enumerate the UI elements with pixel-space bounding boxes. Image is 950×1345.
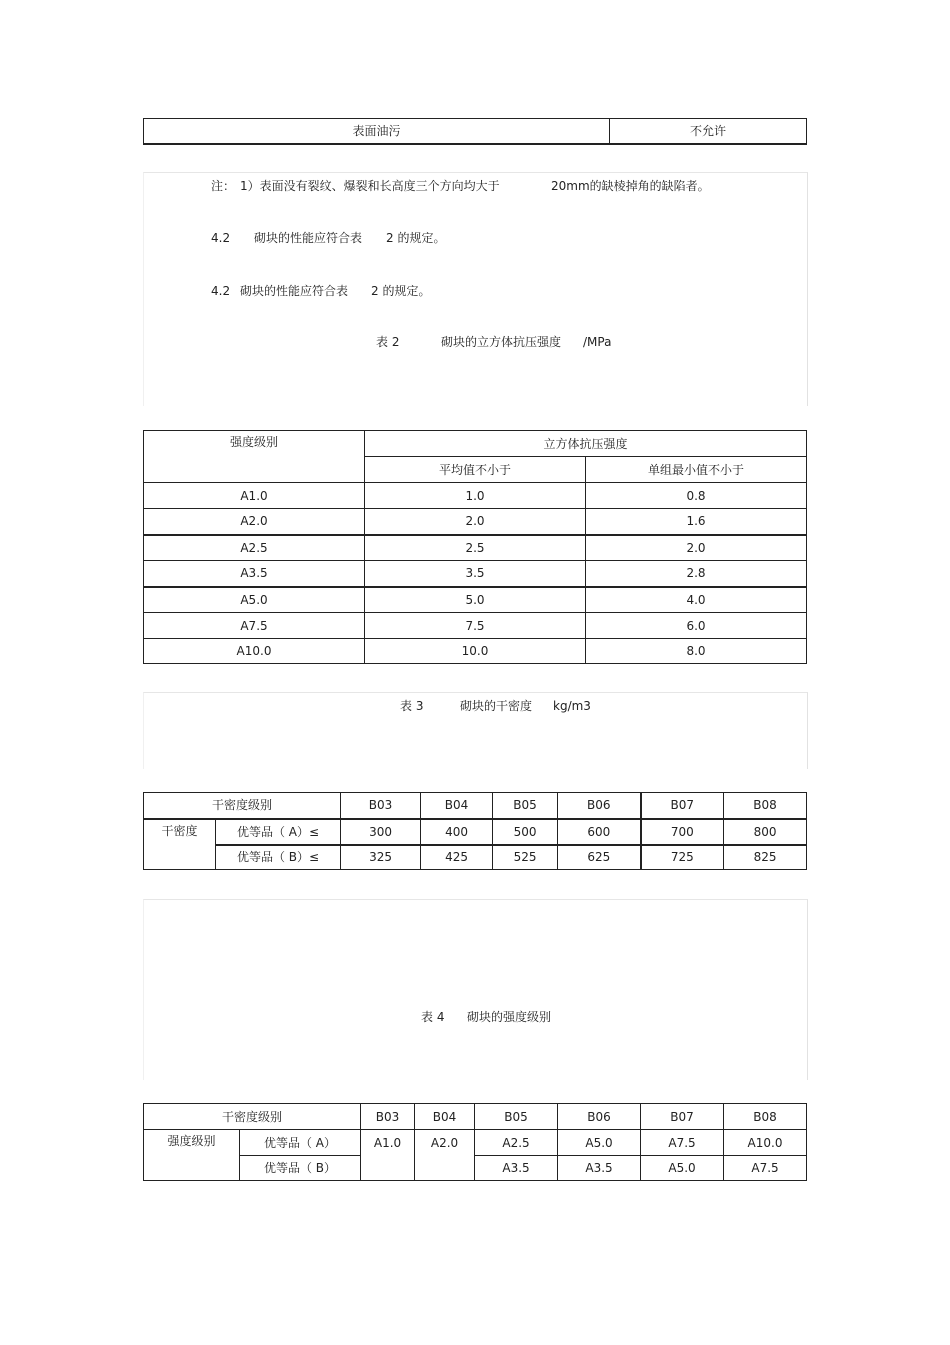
grade-b05: B05 <box>475 1104 558 1130</box>
value-cell: 600 <box>558 819 641 845</box>
avg-cell: 7.5 <box>365 613 586 639</box>
grade-b03: B03 <box>361 1104 415 1130</box>
value-cell: 525 <box>493 845 558 870</box>
value-cell: A1.0 <box>361 1130 415 1181</box>
grade-b04: B04 <box>415 1104 475 1130</box>
dry-density-table <box>143 792 807 870</box>
header-avg: 平均值不小于 <box>365 457 586 483</box>
grade-b03: B03 <box>341 793 421 819</box>
clause-number-repeat: 4.2 <box>211 284 231 298</box>
grade-cell: A3.5 <box>144 561 365 587</box>
value-cell: A2.5 <box>475 1130 558 1156</box>
table2-caption-unit: /MPa <box>583 335 612 349</box>
grade-cell: A5.0 <box>144 587 365 613</box>
header-grade: 强度级别 <box>144 431 365 483</box>
value-cell: A7.5 <box>641 1130 724 1156</box>
grade-cell: A2.5 <box>144 535 365 561</box>
surface-oil-table <box>143 118 807 145</box>
strength-grade-table <box>143 1103 807 1181</box>
table3-caption-unit: kg/m3 <box>553 699 591 713</box>
table-row <box>144 845 807 870</box>
header-min: 单组最小值不小于 <box>586 457 807 483</box>
table4-caption-panel <box>143 899 808 1080</box>
value-cell: A3.5 <box>558 1156 641 1181</box>
min-cell: 2.8 <box>586 561 807 587</box>
value-cell: 500 <box>493 819 558 845</box>
value-cell: 700 <box>641 819 724 845</box>
grade-cell: A1.0 <box>144 483 365 509</box>
value-cell: A7.5 <box>724 1156 807 1181</box>
value-cell: A2.0 <box>415 1130 475 1181</box>
value-cell: A10.0 <box>724 1130 807 1156</box>
table-row <box>144 639 807 664</box>
header-strength: 立方体抗压强度 <box>365 431 807 457</box>
clause-ref-repeat: 2 的规定。 <box>371 284 431 298</box>
table-row <box>144 509 807 535</box>
grade-cell: A10.0 <box>144 639 365 664</box>
surface-oil-value: 不允许 <box>610 119 807 144</box>
value-cell: 325 <box>341 845 421 870</box>
avg-cell: 2.5 <box>365 535 586 561</box>
clause-text: 砌块的性能应符合表 <box>254 231 363 245</box>
header-density-grade: 干密度级别 <box>144 793 341 819</box>
table-row <box>144 587 807 613</box>
compressive-strength-table <box>143 430 807 664</box>
grade-b06: B06 <box>558 793 641 819</box>
table-row <box>144 819 807 845</box>
grade-b06: B06 <box>558 1104 641 1130</box>
avg-cell: 1.0 <box>365 483 586 509</box>
table-row <box>144 535 807 561</box>
value-cell: 400 <box>421 819 493 845</box>
table-row <box>144 561 807 587</box>
min-cell: 6.0 <box>586 613 807 639</box>
table-row <box>144 483 807 509</box>
table-row <box>144 1130 807 1156</box>
value-cell: 725 <box>641 845 724 870</box>
row-a-label: 优等品（ A）≤ <box>216 819 341 845</box>
note-prefix: 注： <box>211 179 236 193</box>
min-cell: 2.0 <box>586 535 807 561</box>
table3-caption-prefix: 表 3 <box>400 699 424 713</box>
grade-b07: B07 <box>641 793 724 819</box>
value-cell: 625 <box>558 845 641 870</box>
avg-cell: 2.0 <box>365 509 586 535</box>
value-cell: A5.0 <box>558 1130 641 1156</box>
min-cell: 4.0 <box>586 587 807 613</box>
grade-b07: B07 <box>641 1104 724 1130</box>
grade-b05: B05 <box>493 793 558 819</box>
grade-b08: B08 <box>724 1104 807 1130</box>
grade-b08: B08 <box>724 793 807 819</box>
row-b-label: 优等品（ B） <box>240 1156 361 1181</box>
value-cell: A3.5 <box>475 1156 558 1181</box>
avg-cell: 3.5 <box>365 561 586 587</box>
grade-cell: A2.0 <box>144 509 365 535</box>
header-density-grade: 干密度级别 <box>144 1104 361 1130</box>
row-a-label: 优等品（ A） <box>240 1130 361 1156</box>
value-cell: 800 <box>724 819 807 845</box>
note-value: 20mm的缺棱掉角的缺陷者。 <box>551 179 710 193</box>
value-cell: 425 <box>421 845 493 870</box>
avg-cell: 10.0 <box>365 639 586 664</box>
table2-caption-prefix: 表 2 <box>376 335 400 349</box>
table-row <box>144 613 807 639</box>
row-b-label: 优等品（ B）≤ <box>216 845 341 870</box>
table2-caption-title: 砌块的立方体抗压强度 <box>441 335 562 349</box>
min-cell: 0.8 <box>586 483 807 509</box>
grade-b04: B04 <box>421 793 493 819</box>
value-cell: A5.0 <box>641 1156 724 1181</box>
table4-caption-title: 砌块的强度级别 <box>467 1010 552 1024</box>
table-row <box>144 1156 807 1181</box>
group-label: 强度级别 <box>144 1130 240 1181</box>
surface-oil-label: 表面油污 <box>144 119 610 144</box>
avg-cell: 5.0 <box>365 587 586 613</box>
note-text: 1）表面没有裂纹、爆裂和长高度三个方向均大于 <box>240 179 500 193</box>
value-cell: 300 <box>341 819 421 845</box>
min-cell: 1.6 <box>586 509 807 535</box>
clause-text-repeat: 砌块的性能应符合表 <box>240 284 349 298</box>
table4-caption-prefix: 表 4 <box>421 1010 445 1024</box>
table3-caption-title: 砌块的干密度 <box>460 699 533 713</box>
value-cell: 825 <box>724 845 807 870</box>
clause-ref: 2 的规定。 <box>386 231 446 245</box>
min-cell: 8.0 <box>586 639 807 664</box>
group-label: 干密度 <box>144 819 216 870</box>
grade-cell: A7.5 <box>144 613 365 639</box>
clause-number: 4.2 <box>211 231 231 245</box>
